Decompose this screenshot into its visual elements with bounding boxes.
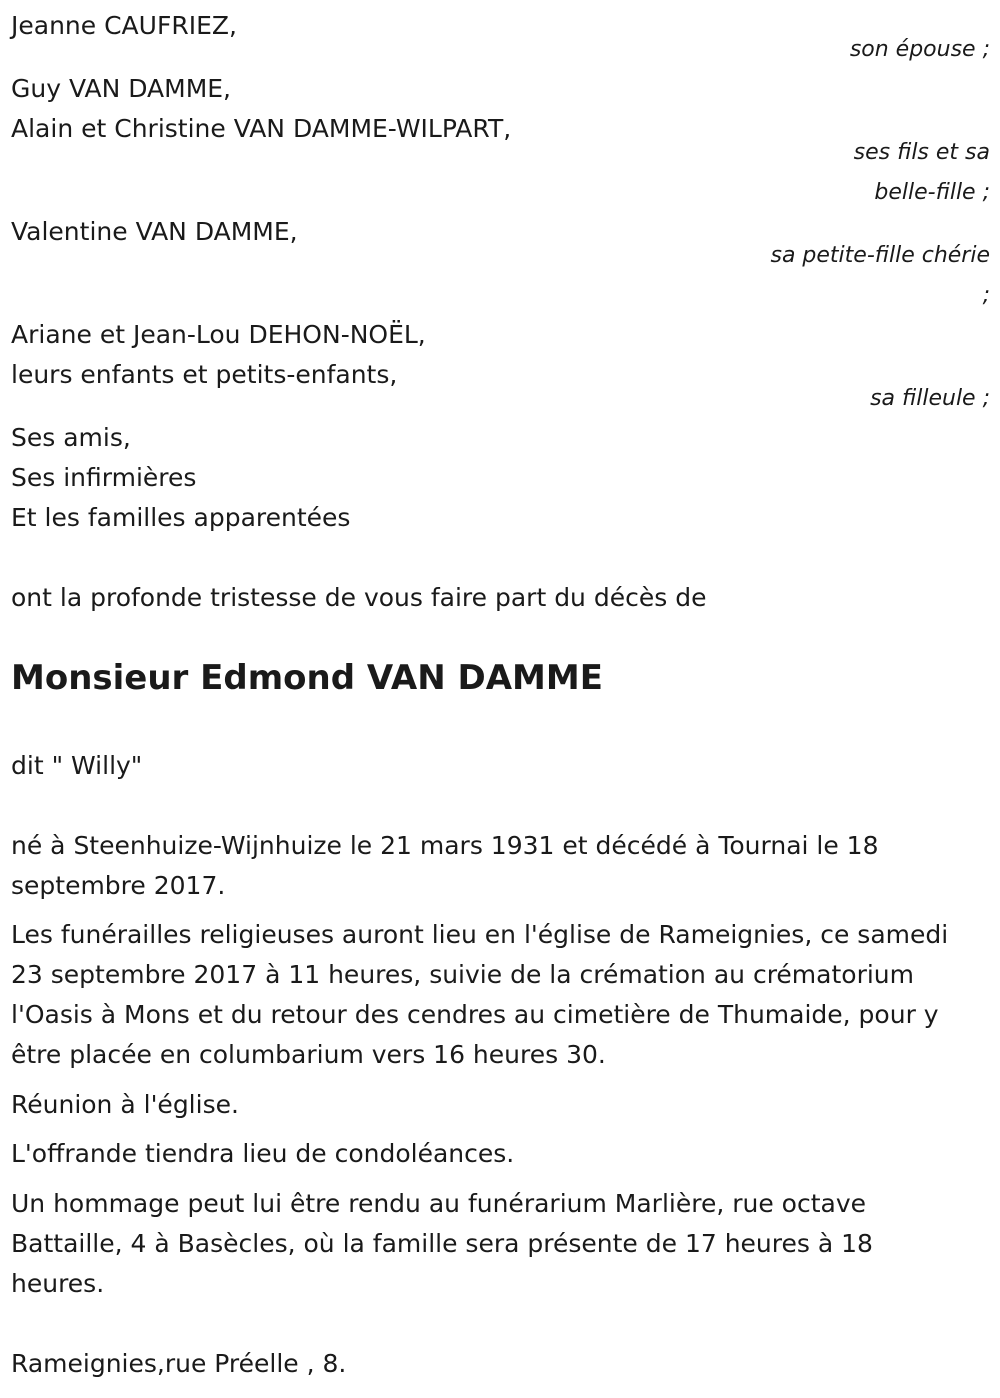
funeral-details: Les funérailles religieuses auront lieu en l'église de Rameignies, ce samedi 23 septembre 2017 à 11 heures, suivie de la crémation au crématorium l'Oasis à Mons et du retour des cendres au cimetière de Thumaide, pour y être placée en columbarium vers 16 heures 30. [11,920,949,1069]
birth-death-details: né à Steenhuize-Wijnhuize le 21 mars 1931 et décédé à Tournai le 18 septembre 2017. [11,831,879,900]
offering-details: L'offrande tiendra lieu de condoléances. [11,1139,515,1168]
granddaughter-name: Valentine VAN DAMME, [11,217,298,246]
spouse-role: son épouse ; [849,37,990,62]
deceased-name: Monsieur Edmond VAN DAMME [11,658,603,698]
relatives-line: Et les familles apparentées [11,503,351,532]
son-and-daughter-in-law-name: Alain et Christine VAN DAMME-WILPART, [11,114,512,143]
tribute-details: Un hommage peut lui être rendu au funérarium Marlière, rue octave Battaille, 4 à Basècles, où la famille sera présente de 17 heures à 18 heures. [11,1189,873,1298]
granddaughter-role-line2: ; [982,283,990,308]
nurses-line: Ses infirmières [11,463,197,492]
address: Rameignies,rue Préelle , 8. [11,1349,347,1378]
sons-role-line2: belle-fille ; [874,180,990,205]
goddaughter-children: leurs enfants et petits-enfants, [11,360,398,389]
goddaughter-name: Ariane et Jean-Lou DEHON-NOËL, [11,320,426,349]
friends-line: Ses amis, [11,423,131,452]
meeting-details: Réunion à l'église. [11,1090,239,1119]
son-name: Guy VAN DAMME, [11,74,232,103]
granddaughter-role-line1: sa petite-fille chérie [770,243,990,268]
announcement-intro: ont la profonde tristesse de vous faire part du décès de [11,583,707,612]
spouse-name: Jeanne CAUFRIEZ, [11,11,237,40]
sons-role-line1: ses fils et sa [853,140,990,165]
goddaughter-role: sa filleule ; [870,386,990,411]
nickname: dit " Willy" [11,751,143,780]
